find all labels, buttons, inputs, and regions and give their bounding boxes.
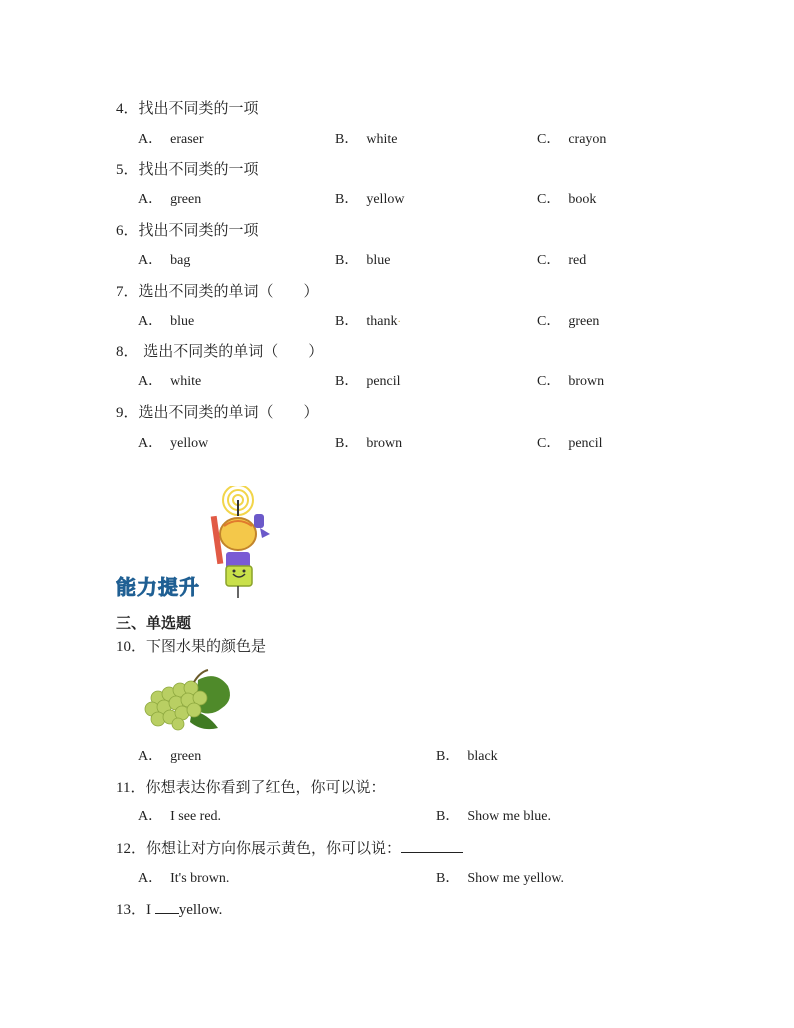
- ability-banner-illustration: [114, 486, 284, 606]
- question-number: 4．: [116, 101, 139, 117]
- option-c[interactable]: [537, 435, 603, 453]
- option-b[interactable]: [436, 748, 498, 766]
- option-letter: C．: [537, 192, 561, 207]
- option-a[interactable]: [138, 808, 221, 826]
- question-stem: 下图水果的颜色是: [146, 637, 267, 655]
- option-text: green: [170, 749, 202, 764]
- option-text: brown: [568, 374, 605, 389]
- option-letter: C．: [537, 314, 561, 329]
- option-letter: A．: [138, 809, 163, 824]
- option-text: yellow: [366, 192, 405, 207]
- option-text: book: [568, 192, 597, 207]
- option-text: brown: [366, 436, 403, 451]
- option-b[interactable]: [335, 313, 401, 332]
- option-a[interactable]: [138, 131, 204, 149]
- question-8: [116, 341, 323, 362]
- question-12: [116, 838, 463, 859]
- question-stem: 找出不同类的一项: [138, 99, 259, 117]
- option-text: black: [467, 749, 498, 764]
- option-a[interactable]: [138, 252, 190, 270]
- option-letter: B．: [335, 192, 359, 207]
- option-b[interactable]: [335, 373, 401, 391]
- question-number: 12．: [116, 841, 147, 857]
- option-text: thank: [366, 314, 398, 329]
- option-text: white: [366, 132, 398, 147]
- option-a[interactable]: [138, 191, 201, 209]
- question-number: 8．: [116, 344, 139, 360]
- question-number: 13．: [116, 902, 147, 918]
- question-stem: 你想表达你看到了红色，你可以说：: [145, 778, 386, 796]
- option-b[interactable]: [436, 870, 564, 888]
- option-a[interactable]: [138, 870, 229, 888]
- option-b[interactable]: [335, 435, 402, 453]
- option-letter: B．: [436, 809, 460, 824]
- question-stem: 找出不同类的一项: [138, 221, 259, 239]
- option-letter: A．: [138, 871, 163, 886]
- option-text: Show me blue.: [467, 809, 551, 824]
- question-number: 6．: [116, 223, 139, 239]
- speck-mark: ·: [397, 317, 401, 328]
- option-text: pencil: [366, 374, 401, 389]
- option-letter: C．: [537, 436, 561, 451]
- question-stem: 找出不同类的一项: [138, 160, 259, 178]
- option-letter: A．: [138, 192, 163, 207]
- option-a[interactable]: [138, 435, 208, 453]
- question-stem: 选出不同类的单词（ ）: [138, 342, 324, 360]
- option-text: green: [568, 314, 600, 329]
- option-letter: C．: [537, 374, 561, 389]
- option-a[interactable]: [138, 313, 194, 331]
- option-text: blue: [170, 314, 195, 329]
- question-10: [116, 636, 266, 657]
- option-text: yellow: [170, 436, 209, 451]
- grapes-image: [138, 664, 234, 734]
- option-text: blue: [366, 253, 391, 268]
- option-text: eraser: [170, 132, 204, 147]
- question-4: [116, 98, 259, 119]
- option-text: crayon: [568, 132, 607, 147]
- option-text: green: [170, 192, 202, 207]
- option-letter: A．: [138, 749, 163, 764]
- option-a[interactable]: [138, 373, 201, 391]
- cartoon-figure-icon: [211, 514, 270, 598]
- option-b[interactable]: [335, 252, 390, 270]
- question-9: [116, 402, 319, 423]
- option-letter: C．: [537, 132, 561, 147]
- option-letter: B．: [335, 132, 359, 147]
- question-number: 11．: [116, 780, 146, 796]
- option-b[interactable]: [436, 808, 551, 826]
- question-stem: 选出不同类的单词（ ）: [138, 282, 319, 300]
- question-11: [116, 777, 385, 798]
- option-text: I see red.: [170, 809, 222, 824]
- option-b[interactable]: [335, 191, 404, 209]
- option-letter: A．: [138, 314, 163, 329]
- option-c[interactable]: [537, 373, 604, 391]
- option-text: Show me yellow.: [467, 871, 565, 886]
- question-stem: 你想让对方向你展示黄色，你可以说：: [146, 839, 402, 857]
- question-6: [116, 220, 259, 241]
- question-number: 10．: [116, 639, 147, 655]
- answer-blank[interactable]: [155, 899, 179, 914]
- option-text: bag: [170, 253, 191, 268]
- section-title: 三、单选题: [116, 614, 192, 632]
- option-letter: A．: [138, 374, 163, 389]
- question-number: 9．: [116, 405, 139, 421]
- option-letter: A．: [138, 132, 163, 147]
- option-b[interactable]: [335, 131, 397, 149]
- question-stem: 选出不同类的单词（ ）: [138, 403, 319, 421]
- option-text: It's brown.: [170, 871, 230, 886]
- option-letter: B．: [335, 374, 359, 389]
- option-letter: B．: [335, 253, 359, 268]
- option-letter: A．: [138, 436, 163, 451]
- option-letter: C．: [537, 253, 561, 268]
- banner-text: 能力提升: [116, 575, 200, 599]
- option-letter: B．: [436, 871, 460, 886]
- option-text: red: [568, 253, 587, 268]
- question-stem-prefix: I: [146, 902, 155, 918]
- option-a[interactable]: [138, 748, 201, 766]
- option-c[interactable]: [537, 131, 606, 149]
- option-text: pencil: [568, 436, 603, 451]
- option-c[interactable]: [537, 313, 599, 331]
- option-letter: B．: [436, 749, 460, 764]
- question-5: [116, 159, 259, 180]
- question-number: 5．: [116, 162, 139, 178]
- question-13: [116, 899, 222, 920]
- option-letter: A．: [138, 253, 163, 268]
- question-stem-suffix: yellow.: [178, 902, 223, 918]
- answer-blank[interactable]: [401, 838, 463, 853]
- option-c[interactable]: [537, 252, 586, 270]
- option-text: white: [170, 374, 202, 389]
- question-7: [116, 281, 319, 302]
- option-letter: B．: [335, 436, 359, 451]
- option-c[interactable]: [537, 191, 596, 209]
- question-number: 7．: [116, 284, 139, 300]
- option-letter: B．: [335, 314, 359, 329]
